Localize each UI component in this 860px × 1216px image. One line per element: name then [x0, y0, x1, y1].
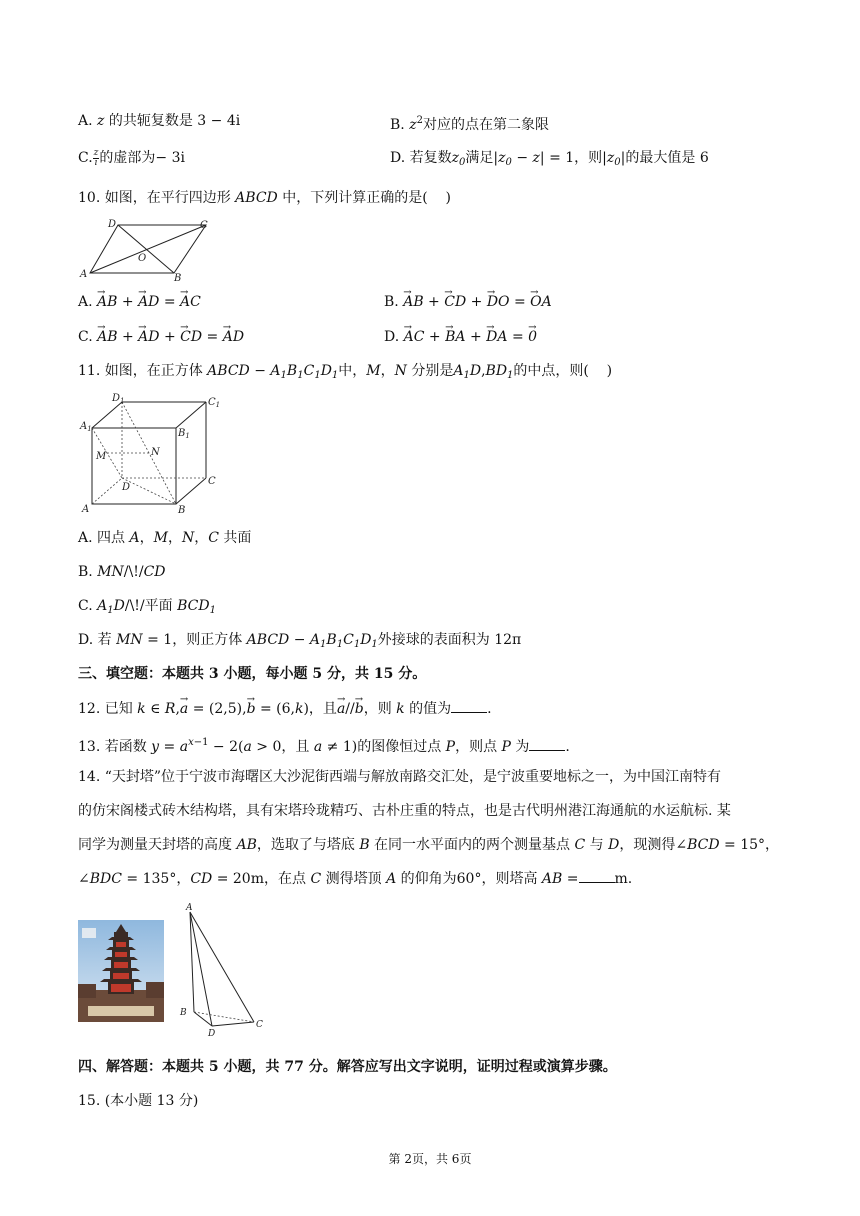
q11-stem: 11. 如图，在正方体 ABCD − $A_1B_1C_1D_1$中，M，N 分别是$A_1D,BD_1$的中点，则( ) — [78, 363, 613, 381]
q10-option-d: D. → AC + → BA + → DA = → 0 — [384, 327, 537, 347]
cube-figure — [78, 392, 223, 514]
section-4-heading: 四、解答题：本题共 5 小题，共 77 分。解答应写出文字说明，证明过程或演算步骤。 — [78, 1059, 617, 1075]
q11-option-a: A. 四点 A，M，N，C 共面 — [78, 530, 252, 546]
label-d: D — [122, 482, 131, 493]
label-d1: $D_1$ — [112, 393, 125, 405]
q11-option-c: C. $A_1D/\backslash!/$平面 $BCD_1$ — [78, 598, 216, 616]
label-d: D — [208, 1029, 216, 1038]
label-n: N — [151, 447, 160, 458]
label-b: B — [178, 505, 186, 514]
q11-option-d: D. 若 MN = 1，则正方体 ABCD − $A_1B_1C_1D_1$外接球的表面积为 12π — [78, 632, 522, 650]
label-c: C — [256, 1020, 263, 1030]
q9-option-d: D. 若复数$z_0$满足$|z_0 - z| = 1$，则$|z_0|$的最大值是 6 — [390, 150, 709, 168]
q13-question: 13. 若函数 $y = a^{x-1} - 2(a > 0$，且 a ≠ 1)的图像恒过点 P，则点 P 为 . — [78, 737, 570, 755]
label-m: M — [96, 451, 107, 462]
tower-geometry-figure — [176, 902, 272, 1038]
label-a: A — [80, 269, 88, 280]
section-3-heading: 三、填空题：本题共 3 小题，每小题 5 分，共 15 分。 — [78, 666, 427, 682]
q12-question: 12. 已知 k ∈ R,→ a = (2,5),→ b = (6,k)，且→ a//→ b，则 k 的值为 . — [78, 699, 492, 719]
label-c: C — [208, 476, 216, 487]
q9-option-c: C. $\frac{z}{i}$ 的虚部为− 3i — [78, 147, 185, 168]
label-a: A — [82, 504, 90, 514]
label-b1: $B_1$ — [178, 428, 190, 440]
label-a: A — [186, 903, 193, 913]
tower-photo — [78, 920, 164, 1022]
label-c1: $C_1$ — [208, 397, 221, 409]
label-a1: $A_1$ — [80, 421, 92, 433]
q9-option-a: A. z 的共轭复数是 3 − 4i — [78, 113, 241, 129]
label-b: B — [174, 273, 182, 281]
page-footer: 第 2页，共 6页 — [388, 1152, 472, 1166]
label-b: B — [180, 1008, 187, 1018]
q14-line-1: 14. “天封塔”位于宁波市海曙区大沙泥街西端与解放南路交汇处，是宁波重要地标之一，为中国江南特有 — [78, 769, 722, 785]
q11-option-b: B. MN/\!/CD — [78, 564, 166, 580]
q13-answer-blank[interactable] — [529, 738, 565, 751]
q12-answer-blank[interactable] — [451, 700, 487, 713]
label-d: D — [108, 219, 117, 230]
q10-stem: 10. 如图，在平行四边形 ABCD 中，下列计算正确的是( ) — [78, 190, 451, 206]
q9-option-b: B. $z^2$对应的点在第二象限 — [390, 115, 549, 133]
q14-answer-blank[interactable] — [579, 870, 615, 883]
q10-option-a: A. → AB + → AD = → AC — [78, 292, 201, 312]
q10-option-c: C. → AB + → AD + → CD = → AD — [78, 327, 244, 347]
q10-option-b: B. → AB + → CD + → DO = → OA — [384, 292, 552, 312]
q14-line-3: 同学为测量天封塔的高度 AB，选取了与塔底 B 在同一水平面内的两个测量基点 C 与 D，现测得∠BCD = 15°， — [78, 837, 780, 853]
q14-line-4: ∠BDC = 135°，CD = 20m，在点 C 测得塔顶 A 的仰角为60°，则塔高 AB = m. — [78, 871, 633, 887]
label-c: C — [200, 220, 208, 231]
parallelogram-figure — [78, 215, 218, 281]
q15-heading: 15. (本小题 13 分) — [78, 1093, 199, 1109]
q14-line-2: 的仿宋阁楼式砖木结构塔，具有宋塔玲珑精巧、古朴庄重的特点，也是古代明州港江海通航的水运航标. 某 — [78, 803, 731, 819]
label-o: O — [138, 253, 147, 264]
